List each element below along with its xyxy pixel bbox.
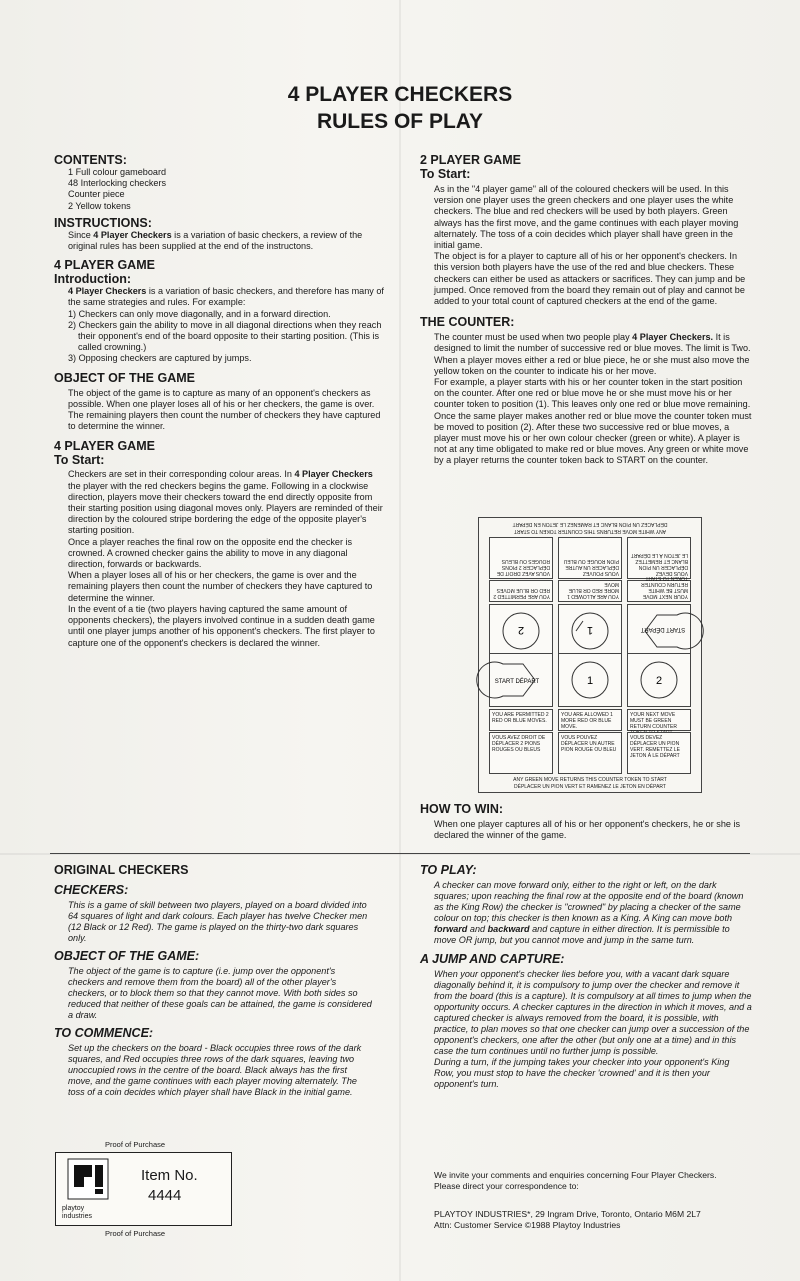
circle-label: START DÉPART <box>494 679 540 685</box>
diagram-box: VOUS POUVEZ DÉPLACER UN AUTRE PION ROUGE OU BLEU <box>558 732 622 774</box>
vertical-fold <box>399 0 401 1281</box>
left-column <box>54 153 386 683</box>
original-heading: ORIGINAL CHECKERS <box>54 863 189 877</box>
four-start-p3: When a player loses all of his or her checkers, the game is over and the remaining players then count the number of checkers they have captured to determine the winner. <box>68 570 373 603</box>
four-start-p1: Checkers are set in their corresponding colour areas. In 4 Player Checkers the player with the red checkers begins the game. Following in a clockwise direction, players move their checkers toward the end directly opposite from their starting position using diagonal moves only. Players are reminded of their direction by the coloured stripe bordering the edge of the opposite player's starting position. <box>68 469 383 536</box>
rule-item: 2) Checkers gain the ability to move in all diagonal directions when they reach their opponent's end of the board opposite to their starting position. (This is called crowning.) <box>68 319 382 353</box>
contact-block <box>434 1170 754 1230</box>
diagram-box: YOU ARE ALLOWED 1 MORE RED OR BLUE MOVE <box>558 580 622 602</box>
contents-item: 2 Yellow tokens <box>68 200 131 211</box>
proof-of-purchase-box <box>55 1152 232 1226</box>
rule-item: 3) Opposing checkers are captured by jumps. <box>68 353 252 364</box>
playtoy-logo-icon <box>66 1157 110 1201</box>
original-right <box>420 863 752 1125</box>
introduction-text: 4 Player Checkers is a variation of basic checkers, and therefore has many of the same strategies and rules. For example: <box>68 286 384 308</box>
diagram-caption: DÉPLACEZ UN PION BLANC ET RAMENEZ LE JETON EN DÉPART <box>512 521 668 527</box>
counter-circles <box>479 604 701 714</box>
counter-p3: For example, a player starts with his or her counter token in the start position on the counter. After one red or blue move he or she must move his or her counter token to position (1). This leaves only one red or blue move remaining. Once the same player makes another red or blue move the counter token must be moved to position (2). After these two successive red or blue moves, a player must move his or her own colour checker (green or white). A player is not at any time obligated to make red or blue moves. Any green or white move by a player returns the counter token back to START on the counter. <box>434 377 752 466</box>
circle-label: 1 <box>586 624 594 636</box>
section-divider <box>50 853 750 854</box>
rule-item: 1) Checkers can only move diagonally, and in a forward direction. <box>68 308 331 319</box>
logo-text: playtoy industries <box>62 1205 92 1220</box>
right-column <box>420 153 752 513</box>
diagram-box: VOUS DEVEZ DÉPLACER UN PION VERT. REMETTEZ LE JETON À LE DÉPART <box>627 732 691 774</box>
circle-label: 1 <box>586 675 594 687</box>
item-label: Item No. <box>141 1167 198 1184</box>
commence-text: Set up the checkers on the board - Black occupies three rows of the dark squares, and Red occupies three rows of the dark squares, leaving two unoccupied rows in the centre of the board. Black always has the first move, and the game continues with each player moving alternately. The toss of a coin decides which player shall have Black in the initial game. <box>68 1043 362 1097</box>
how-to-win-heading: HOW TO WIN: <box>420 802 504 816</box>
instructions-text: Since 4 Player Checkers is a variation of basic checkers, a review of the original rules has been supplied at the end of the instructons. <box>68 229 363 252</box>
contact-line: We invite your comments and enquiries concerning Four Player Checkers. <box>434 1170 717 1180</box>
title-line-2: RULES OF PLAY <box>316 110 484 133</box>
object-game-heading: OBJECT OF THE GAME: <box>54 949 200 963</box>
contents-item: 48 Interlocking checkers <box>68 178 167 189</box>
object-game-text: The object of the game is to capture (i.e. jump over the opponent's checkers and remove them from the board) all of the other player's checkers, or to block them so that they cannot move. With both sides so reduced that neither of these goals can be attained, the game is considered a draw. <box>68 966 372 1020</box>
diagram-box: YOU ARE PERMITTED 2 RED OR BLUE MOVES. <box>489 709 553 731</box>
instructions-heading: INSTRUCTIONS: <box>54 215 152 230</box>
introduction-heading: Introduction: <box>54 272 132 287</box>
counter-heading: THE COUNTER: <box>420 315 515 330</box>
contents-heading: CONTENTS: <box>54 153 127 167</box>
diagram-box: VOUS AVEZ DROIT DE DÉPLACER 2 PIONS ROUGES OU BLEUS <box>489 732 553 774</box>
diagram-caption: DÉPLACER UN PION VERT ET RAMENEZ LE JETON EN DÉPART <box>514 784 666 790</box>
checkers-heading: CHECKERS: <box>54 883 129 897</box>
contents-item: 1 Full colour gameboard <box>68 167 167 177</box>
arrow-tip <box>576 621 583 631</box>
contact-address: PLAYTOY INDUSTRIES*, 29 Ingram Drive, Toronto, Ontario M6M 2L7 <box>434 1209 701 1219</box>
diagram-box: YOUR NEXT MOVE MUST BE WHITE RETURN COUNTER TOKEN TO START <box>627 580 691 602</box>
four-start-p4: In the event of a tie (two players having captured the same amount of opponents checkers), the players involved continue in a sudden death game until one player jumps another of his opponent's checkers. The first player to capture one of the opponent's checkers is declared the winner. <box>68 603 375 648</box>
diagram-box: VOUS POUVEZ DÉPLACER UN AUTRE PION ROUGE OU BLEU <box>558 537 622 579</box>
two-player-heading: 2 PLAYER GAME <box>420 153 521 167</box>
four-start-sub: To Start: <box>54 453 105 468</box>
to-play-heading: TO PLAY: <box>420 863 477 877</box>
circle-label: START DÉPART <box>640 626 686 632</box>
jump-text-2: During a turn, if the jumping takes your checker into your opponent's King Row, you must stop to have the checker 'crowned' and it is then your opponent's turn. <box>434 1057 730 1089</box>
contact-line: Please direct your correspondence to: <box>434 1180 579 1191</box>
object-heading: OBJECT OF THE GAME <box>54 370 195 385</box>
diagram-caption: ANY GREEN MOVE RETURNS THIS COUNTER TOKEN TO START <box>513 777 667 783</box>
how-to-win-section <box>420 802 752 846</box>
diagram-box: YOUR NEXT MOVE MUST BE GREEN RETURN COUNTER <box>627 709 691 731</box>
contact-attn: Attn: Customer Service ©1988 Playtoy Industries <box>434 1219 621 1230</box>
proof-label-top: Proof of Purchase <box>105 1140 166 1149</box>
two-player-p1: As in the "4 player game" all of the coloured checkers will be used. In this version one player uses the green checkers and one player uses the white checkers. The blue and red checkers will be used by both players. Green always has the first move, and the game continues with each player moving alternately. The toss of a coin decides which player shall have green in the initial game. <box>434 184 739 251</box>
item-number: 4444 <box>148 1187 182 1204</box>
counter-p2: When a player moves either a red or blue piece, he or she must also move the yellow token on the counter to indicate his or her move. <box>434 354 750 376</box>
diagram-box: YOU ARE PERMITTED 2 RED OR BLUE MOVES <box>489 580 553 602</box>
counter-diagram <box>478 517 702 793</box>
proof-label-bottom: Proof of Purchase <box>105 1229 166 1238</box>
diagram-box: VOUS DEVEZ DÉPLACER UN PION BLANC ET REMETTEZ LE JETON À LE DÉPART <box>627 537 691 579</box>
how-to-win-text: When one player captures all of his or her opponent's checkers, he or she is declared the winner of the game. <box>434 819 741 841</box>
checkers-text: This is a game of skill between two players, played on a board divided into 64 squares of light and dark colours. Each player has twelve Checker men (12 Black or 12 Red). The game is played on the thirty-two dark squares only. <box>68 900 368 943</box>
original-left <box>54 863 374 1125</box>
circle-label: 2 <box>655 675 663 687</box>
two-player-sub: To Start: <box>420 167 471 181</box>
diagram-box: VOUS AVEZ DROIT DE DÉPLACER 2 PIONS ROUGES OU BLEUS <box>489 537 553 579</box>
contents-item: Counter piece <box>68 189 125 200</box>
circle-label: 2 <box>517 624 525 636</box>
four-player-heading: 4 PLAYER GAME <box>54 258 155 273</box>
commence-heading: TO COMMENCE: <box>54 1026 154 1040</box>
counter-p1: The counter must be used when two people play 4 Player Checkers. It is designed to limit the number of successive red or blue moves. The limit is Two. <box>434 332 751 354</box>
four-start-heading: 4 PLAYER GAME <box>54 439 155 454</box>
two-player-p2: The object is for a player to capture all of his or her opponent's checkers. In this version both players have the use of the red and blue checkers. These checkers can either be used as attackers or sacrifices. They can jump and be jumped. Once removed from the board they remain out of play and cannot be added to your total count of captured checkers at the end of the game. <box>434 251 746 307</box>
four-start-p2: Once a player reaches the final row on the opposite end the checker is crowned. A crowned checker gains the ability to move in any diagonal direction, forwards or backwards. <box>68 536 353 570</box>
to-play-text: A checker can move forward only, either to the right or left, on the dark squares; upon reaching the final row at the opposite end of the board (known as the King Row) the checker is "crowned" by placing a checker of the same colour on top; this checker is then known as a King. A King can move both forward and backward and capture in either direction. It is permissible to move OR jump, but you cannot move and jump in the same turn. <box>434 880 744 945</box>
object-text: The object of the game is to capture as many of an opponent's checkers as possible. When one player loses all of his or her checkers, the game is over. The remaining players then count the number of checkers they have captured to determine the winner. <box>68 387 381 432</box>
diagram-caption: ANY WHITE MOVE RETURNS THIS COUNTER TOKEN TO START <box>513 528 667 534</box>
jump-text: When your opponent's checker lies before you, with a vacant dark square diagonally behind it, it is compulsory to jump over the checker and remove it from the board (this is a capture). It is compulsory at all times to jump when the opportunity occurs. A checker captures in the direction in which it moves, and a captured checker is always removed from the board, it is possible, with practice, to plan moves so that one checker can jump over a succession of the opponent's checkers, one after the other (but only one at a time) and in this case the turn continues until no further jump is possible. <box>434 969 752 1056</box>
title-line-1: 4 PLAYER CHECKERS <box>287 83 513 106</box>
jump-heading: A JUMP AND CAPTURE: <box>420 952 565 966</box>
diagram-box: YOU ARE ALLOWED 1 MORE RED OR BLUE MOVE. <box>558 709 622 731</box>
